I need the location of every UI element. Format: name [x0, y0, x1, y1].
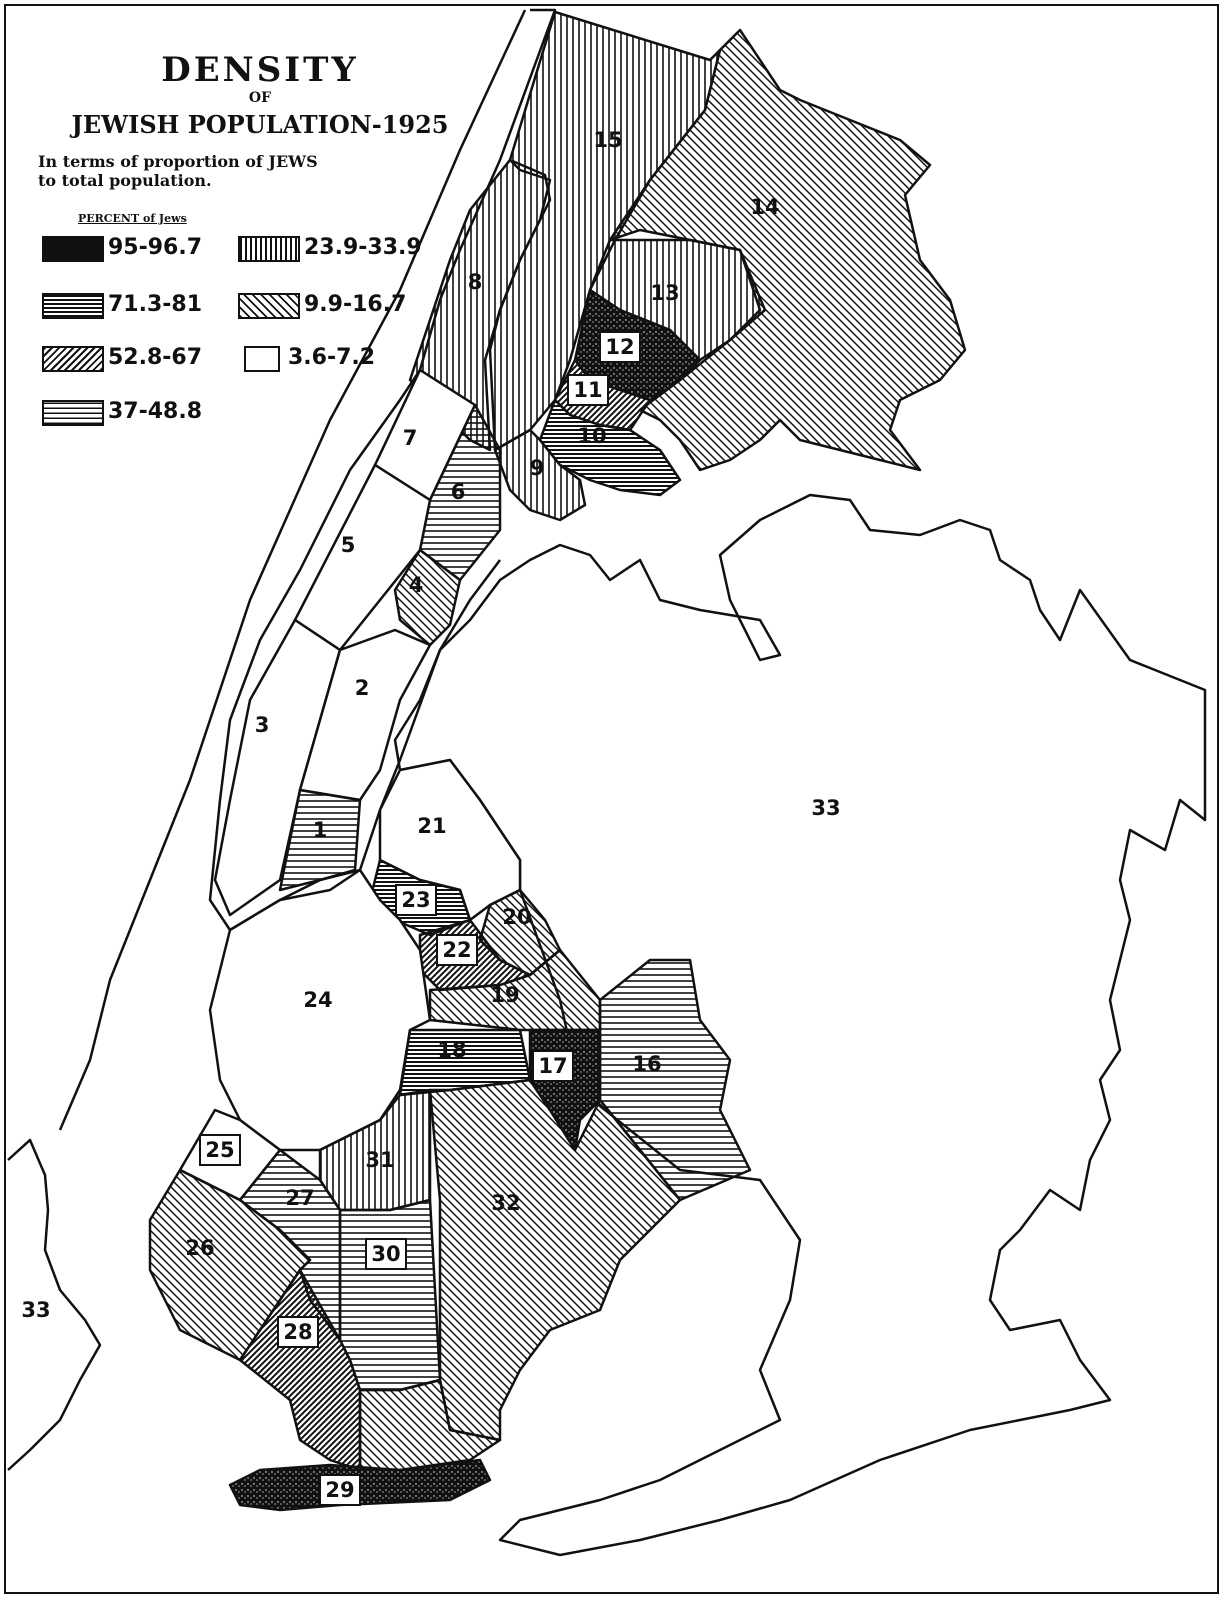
district-label-4: 4 [408, 573, 424, 597]
legend-swatch-vertical-lines [238, 236, 300, 262]
legend-label: 37-48.8 [108, 399, 203, 424]
subtitle-line-1: In terms of proportion of JEWS [38, 152, 318, 171]
subtitle-line-2: to total population. [38, 171, 212, 190]
legend-swatch-dense-horizontal [42, 293, 104, 319]
district-label-29: 29 [325, 1478, 355, 1502]
district-label-19: 19 [490, 983, 520, 1007]
district-label-7: 7 [402, 426, 418, 450]
legend-label: 52.8-67 [108, 345, 203, 370]
district-label-26: 26 [185, 1236, 215, 1260]
district-label-28: 28 [283, 1320, 313, 1344]
legend-swatch-solid-black [42, 236, 104, 262]
legend-label: 23.9-33.9 [304, 235, 422, 260]
legend-swatch-blank [244, 346, 280, 372]
district-label-16: 16 [632, 1052, 662, 1076]
district-label-31: 31 [365, 1148, 395, 1172]
district-label-27: 27 [285, 1186, 315, 1210]
legend-label: 9.9-16.7 [304, 292, 407, 317]
map-title: DENSITY [161, 50, 359, 90]
district-label-21: 21 [417, 814, 447, 838]
district-label-9: 9 [529, 456, 545, 480]
district-label-23: 23 [401, 888, 431, 912]
legend-label: 95-96.7 [108, 235, 203, 260]
district-label-13: 13 [650, 281, 680, 305]
district-label-22: 22 [442, 938, 472, 962]
district-label-1: 1 [312, 818, 328, 842]
district-label-12: 12 [605, 335, 635, 359]
district-label-3: 3 [254, 713, 270, 737]
district-label-2: 2 [354, 676, 370, 700]
district-label-14: 14 [750, 195, 780, 219]
legend-label: 71.3-81 [108, 292, 203, 317]
district-label-20: 20 [502, 905, 532, 929]
district-label-25: 25 [205, 1138, 235, 1162]
district-30 [340, 1200, 440, 1390]
district-label-11: 11 [573, 378, 603, 402]
district-label-6: 6 [450, 480, 466, 504]
legend-label: 3.6-7.2 [288, 345, 376, 370]
district-label-5: 5 [340, 533, 356, 557]
legend-heading: PERCENT of Jews [78, 212, 187, 225]
legend-swatch-diagonal-forward [42, 346, 104, 372]
district-label-8: 8 [467, 270, 483, 294]
district-label-33: 33 [21, 1298, 51, 1322]
map-title-of: OF [248, 90, 272, 106]
map-subtitle [38, 152, 458, 190]
district-label-10: 10 [577, 424, 607, 448]
district-label-17: 17 [538, 1054, 568, 1078]
district-label-33: 33 [811, 796, 841, 820]
district-label-15: 15 [593, 128, 623, 152]
district-label-32: 32 [491, 1191, 521, 1215]
legend-swatch-horizontal-lines [42, 400, 104, 426]
district-label-18: 18 [437, 1038, 467, 1062]
legend-swatch-diagonal-back [238, 293, 300, 319]
district-label-24: 24 [303, 988, 333, 1012]
district-label-30: 30 [371, 1242, 401, 1266]
map-title-sub: JEWISH POPULATION-1925 [71, 110, 449, 139]
